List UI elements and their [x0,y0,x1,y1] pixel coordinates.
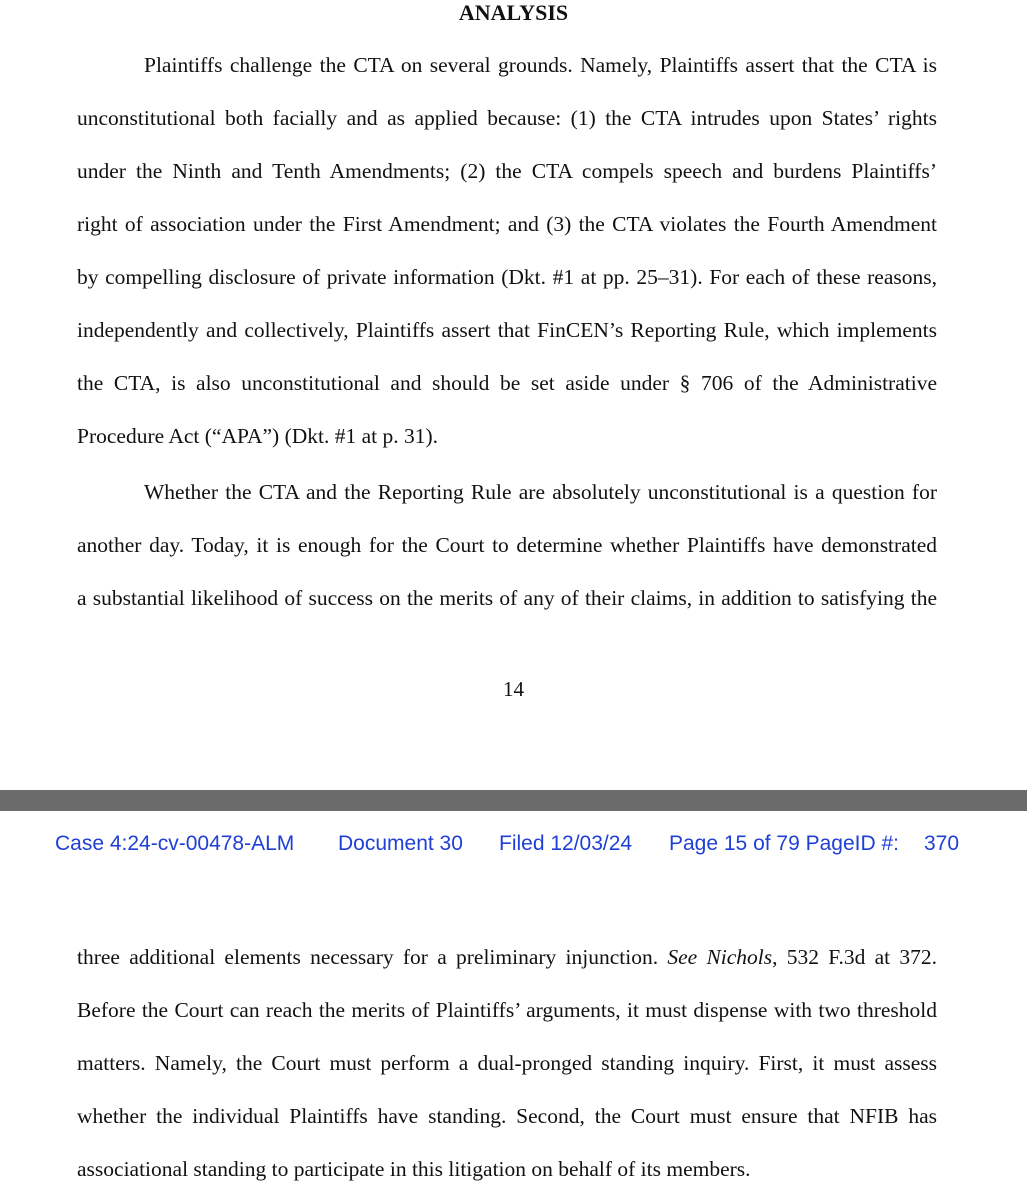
paragraph-2-line-2: another day. Today, it is enough for the Court to determine whether Plaintiffs have demonstrated [77,533,937,557]
document-number: Document 30 [338,832,463,855]
citation-signal: See [667,945,698,969]
paragraph-3-line-1 [77,942,937,972]
paragraph-1-line-6: independently and collectively, Plaintiffs assert that FinCEN’s Reporting Rule, which implements [77,318,937,342]
page-divider [0,790,1027,811]
page-count: Page 15 of 79 PageID #: [669,832,900,855]
page-number: 14 [503,677,524,701]
paragraph-1-line-2: unconstitutional both facially and as applied because: (1) the CTA intrudes upon States’ rights [77,106,937,130]
paragraph-1-line-4: right of association under the First Amendment; and (3) the CTA violates the Fourth Amendment [77,212,937,236]
paragraph-1-line-3: under the Ninth and Tenth Amendments; (2) the CTA compels speech and burdens Plaintiffs’ [77,159,937,183]
paragraph-1-line-1: Plaintiffs challenge the CTA on several grounds. Namely, Plaintiffs assert that the CTA is [144,53,937,77]
case-citation-name: Nichols [706,945,773,969]
line-text: three additional elements necessary for a preliminary injunction. [77,945,668,969]
page-id: 370 [924,832,960,855]
paragraph-3-line-5: associational standing to participate in this litigation on behalf of its members. [77,1157,751,1181]
paragraph-3-line-4: whether the individual Plaintiffs have standing. Second, the Court must ensure that NFIB has [77,1104,937,1128]
filed-date: Filed 12/03/24 [499,832,633,855]
paragraph-1-line-5: by compelling disclosure of private information (Dkt. #1 at pp. 25–31). For each of these reasons, [77,265,937,289]
paragraph-2-line-3: a substantial likelihood of success on the merits of any of their claims, in addition to satisfying the [77,586,937,610]
paragraph-1-line-7: the CTA, is also unconstitutional and should be set aside under § 706 of the Administrative [77,371,937,395]
section-heading: ANALYSIS [458,0,569,25]
paragraph-2-line-1: Whether the CTA and the Reporting Rule are absolutely unconstitutional is a question for [144,480,937,504]
case-number: Case 4:24-cv-00478-ALM [55,832,295,855]
citation-reference: , 532 F.3d at 372. [772,945,937,969]
paragraph-1-line-8: Procedure Act (“APA”) (Dkt. #1 at p. 31). [77,424,439,448]
paragraph-3-line-3: matters. Namely, the Court must perform a dual-pronged standing inquiry. First, it must assess [77,1051,937,1075]
case-filing-header [0,830,1027,858]
paragraph-3-line-2: Before the Court can reach the merits of Plaintiffs’ arguments, it must dispense with two threshold [77,998,937,1022]
